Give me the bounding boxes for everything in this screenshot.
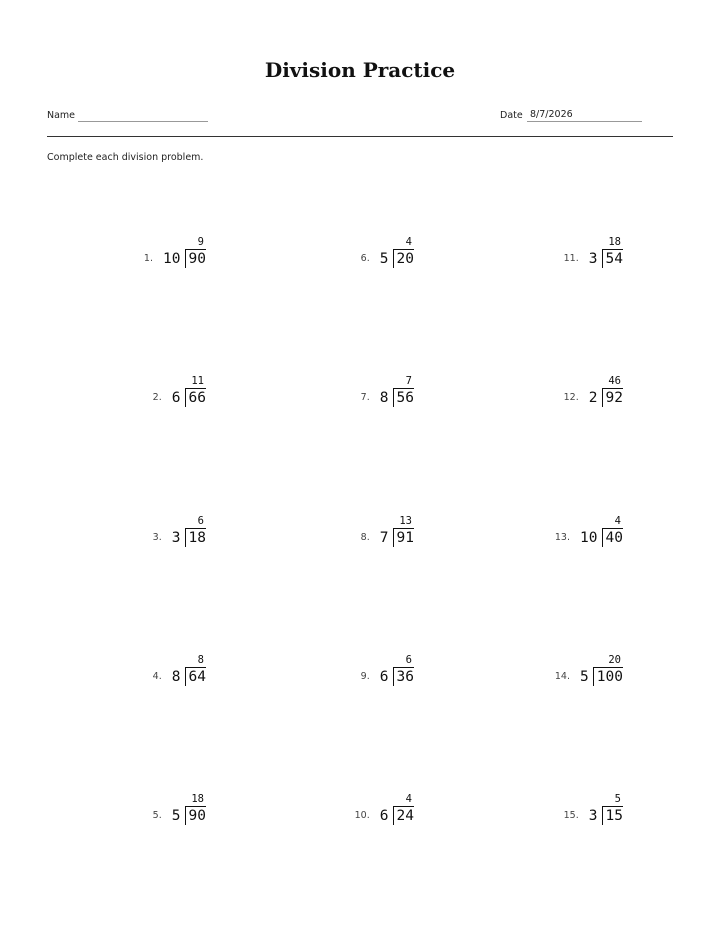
quotient: 13 — [399, 515, 412, 527]
dividend: 90 — [185, 249, 206, 268]
dividend: 18 — [185, 528, 206, 547]
dividend: 20 — [393, 249, 414, 268]
dividend: 15 — [602, 806, 623, 825]
instructions-text: Complete each division problem. — [47, 152, 204, 163]
division-problem — [0, 236, 720, 270]
problem-number: 2. — [152, 392, 162, 403]
date-field[interactable] — [527, 121, 642, 122]
divisor: 3 — [588, 808, 598, 824]
quotient: 4 — [405, 793, 412, 805]
quotient: 7 — [405, 375, 412, 387]
divisor: 3 — [171, 530, 181, 546]
date-value: 8/7/2026 — [530, 109, 573, 120]
quotient: 18 — [191, 793, 204, 805]
quotient: 46 — [608, 375, 621, 387]
divisor: 5 — [580, 669, 589, 685]
quotient: 9 — [197, 236, 204, 248]
division-problem — [0, 654, 720, 688]
problem-number: 14. — [554, 671, 570, 682]
divisor: 6 — [379, 669, 389, 685]
quotient: 4 — [405, 236, 412, 248]
problem-number: 10. — [354, 810, 370, 821]
header-divider — [47, 136, 673, 137]
date-label: Date — [500, 110, 523, 121]
division-problem — [0, 375, 720, 409]
problem-number: 6. — [360, 253, 370, 264]
name-label: Name — [47, 110, 76, 121]
problem-number: 8. — [360, 532, 370, 543]
quotient: 8 — [197, 654, 204, 666]
quotient: 4 — [614, 515, 621, 527]
problem-number: 4. — [152, 671, 162, 682]
divisor: 6 — [379, 808, 389, 824]
dividend: 36 — [393, 667, 414, 686]
divisor: 6 — [171, 390, 181, 406]
divisor: 7 — [379, 530, 389, 546]
dividend: 40 — [602, 528, 623, 547]
divisor: 5 — [171, 808, 181, 824]
dividend: 100 — [593, 667, 623, 686]
divisor: 5 — [379, 251, 389, 267]
problem-number: 3. — [152, 532, 162, 543]
quotient: 18 — [608, 236, 621, 248]
dividend: 24 — [393, 806, 414, 825]
divisor: 8 — [171, 669, 181, 685]
divisor: 10 — [580, 530, 598, 546]
name-field[interactable] — [78, 121, 208, 122]
dividend: 92 — [602, 388, 623, 407]
dividend: 90 — [185, 806, 206, 825]
dividend: 56 — [393, 388, 414, 407]
problem-number: 12. — [563, 392, 579, 403]
dividend: 66 — [185, 388, 206, 407]
problem-number: 15. — [563, 810, 579, 821]
dividend: 64 — [185, 667, 206, 686]
quotient: 6 — [405, 654, 412, 666]
problem-number: 11. — [563, 253, 579, 264]
divisor: 3 — [588, 251, 598, 267]
worksheet-title: Division Practice — [264, 58, 456, 82]
problem-number: 9. — [360, 671, 370, 682]
problem-number: 7. — [360, 392, 370, 403]
division-problem — [0, 515, 720, 549]
quotient: 11 — [191, 375, 204, 387]
quotient: 6 — [197, 515, 204, 527]
dividend: 54 — [602, 249, 623, 268]
dividend: 91 — [393, 528, 414, 547]
divisor: 2 — [588, 390, 598, 406]
problem-number: 13. — [554, 532, 570, 543]
divisor: 10 — [163, 251, 181, 267]
problem-number: 1. — [143, 253, 153, 264]
quotient: 5 — [614, 793, 621, 805]
division-problem — [0, 793, 720, 827]
problem-number: 5. — [152, 810, 162, 821]
divisor: 8 — [379, 390, 389, 406]
quotient: 20 — [608, 654, 621, 666]
